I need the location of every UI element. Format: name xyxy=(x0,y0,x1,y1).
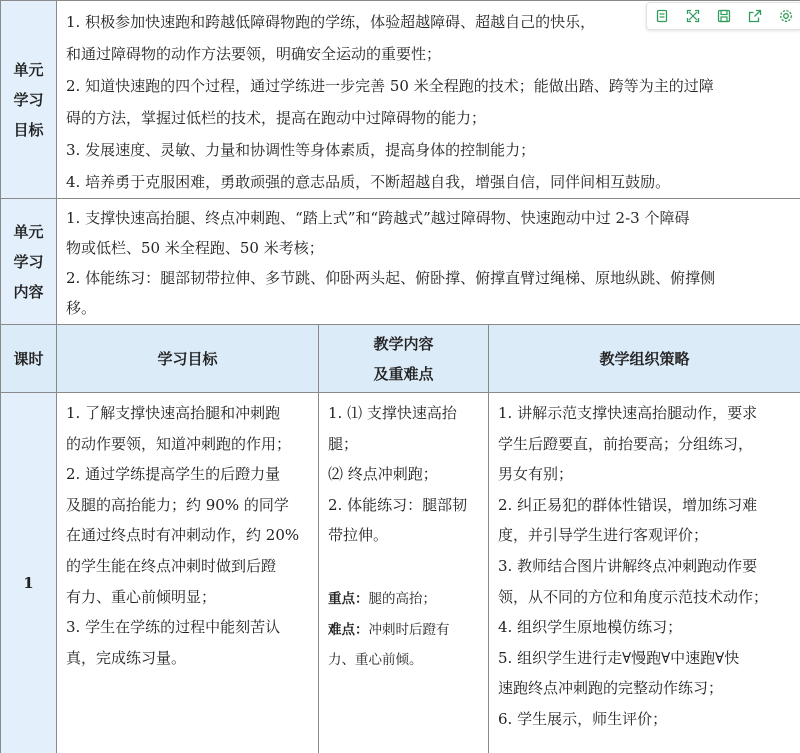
content-line: 物或低栏、50 米全程跑、50 米考核； xyxy=(66,239,324,257)
content-line: 2. 体能练习：腿部韧带拉伸、多节跳、仰卧两头起、俯卧撑、俯撑直臂过绳梯、原地纵跳、俯撑侧 xyxy=(66,269,716,287)
unit-content-label: 单元 学习 内容 xyxy=(1,199,57,325)
unit-goals-text xyxy=(57,1,800,199)
goal-line: 和通过障碍物的动作方法要领，明确安全运动的重要性； xyxy=(66,45,442,63)
unit-goals-label: 单元 学习 目标 xyxy=(1,1,57,199)
settings-icon[interactable] xyxy=(776,6,796,26)
fullscreen-icon[interactable] xyxy=(683,6,703,26)
unit-content-row xyxy=(1,199,800,325)
header-content: 教学内容 及重难点 xyxy=(319,325,489,393)
goal-line: 碍的方法，掌握过低栏的技术，提高在跑动中过障碍物的能力； xyxy=(66,109,487,127)
lesson-goals: 1. 了解支撑快速高抬腿和冲刺跑 的动作要领，知道冲刺跑的作用； 2. 通过学练提高学生的后蹬力量 及腿的高抬能力；约 90% 的同学 在通过终点时有冲刺动作，约 20% 的学生能在终点冲刺时做到后蹬 有力、重心前倾明显； 3. 学生在学练的过程中能刻苦认 真，完成练习量。 xyxy=(57,393,319,753)
lesson-row xyxy=(1,393,800,753)
unit-content-text xyxy=(57,199,800,325)
lesson-content: 1. ⑴ 支撑快速高抬 腿； ⑵ 终点冲刺跑； 2. 体能练习：腿部韧 带拉伸。 重点：腿的高抬； 难点：冲刺时后蹬有 力、重心前倾。 xyxy=(319,393,489,753)
table-header-row xyxy=(1,325,800,393)
goal-line: 3. 发展速度、灵敏、力量和协调性等身体素质，提高身体的控制能力； xyxy=(66,141,536,159)
content-line: 1. 支撑快速高抬腿、终点冲刺跑、“踏上式”和“跨越式”越过障碍物、快速跑动中过 2-3 个障碍 xyxy=(66,209,690,227)
header-goals: 学习目标 xyxy=(57,325,319,393)
share-icon[interactable] xyxy=(745,6,765,26)
header-lesson: 课时 xyxy=(1,325,57,393)
key-point: 重点：腿的高抬； xyxy=(328,590,436,607)
goal-line: 4. 培养勇于克服困难，勇敢顽强的意志品质，不断超越自我，增强自信，同伴间相互鼓励。 xyxy=(66,173,671,191)
goal-line: 2. 知道快速跑的四个过程，通过学练进一步完善 50 米全程跑的技术；能做出踏、跨等为主的过障 xyxy=(66,77,714,95)
copy-icon[interactable] xyxy=(652,6,672,26)
content-line: 移。 xyxy=(66,299,97,317)
difficult-point: 难点：冲刺时后蹬有 xyxy=(328,621,450,638)
goal-line: 1. 积极参加快速跑和跨越低障碍物跑的学练，体验超越障碍、超越自己的快乐， xyxy=(66,13,596,31)
header-strategy: 教学组织策略 xyxy=(489,325,800,393)
save-icon[interactable] xyxy=(714,6,734,26)
lesson-strategy: 1. 讲解示范支撑快速高抬腿动作，要求 学生后蹬要直，前抬要高；分组练习， 男女有别； 2. 纠正易犯的群体性错误，增加练习难 度，并引导学生进行客观评价； 3. 教师结合图片讲解终点冲刺跑动作要 领，从不同的方位和角度示范技术动作； 4. 组织学生原地模仿练习； 5. 组织学生进行走∀慢跑∀中速跑∀快 速跑终点冲刺跑的完整动作练习； 6. 学生展示，师生评价； xyxy=(489,393,800,753)
unit-goals-row xyxy=(1,1,800,199)
lesson-number: 1 xyxy=(1,393,57,753)
floating-toolbar xyxy=(646,2,800,30)
